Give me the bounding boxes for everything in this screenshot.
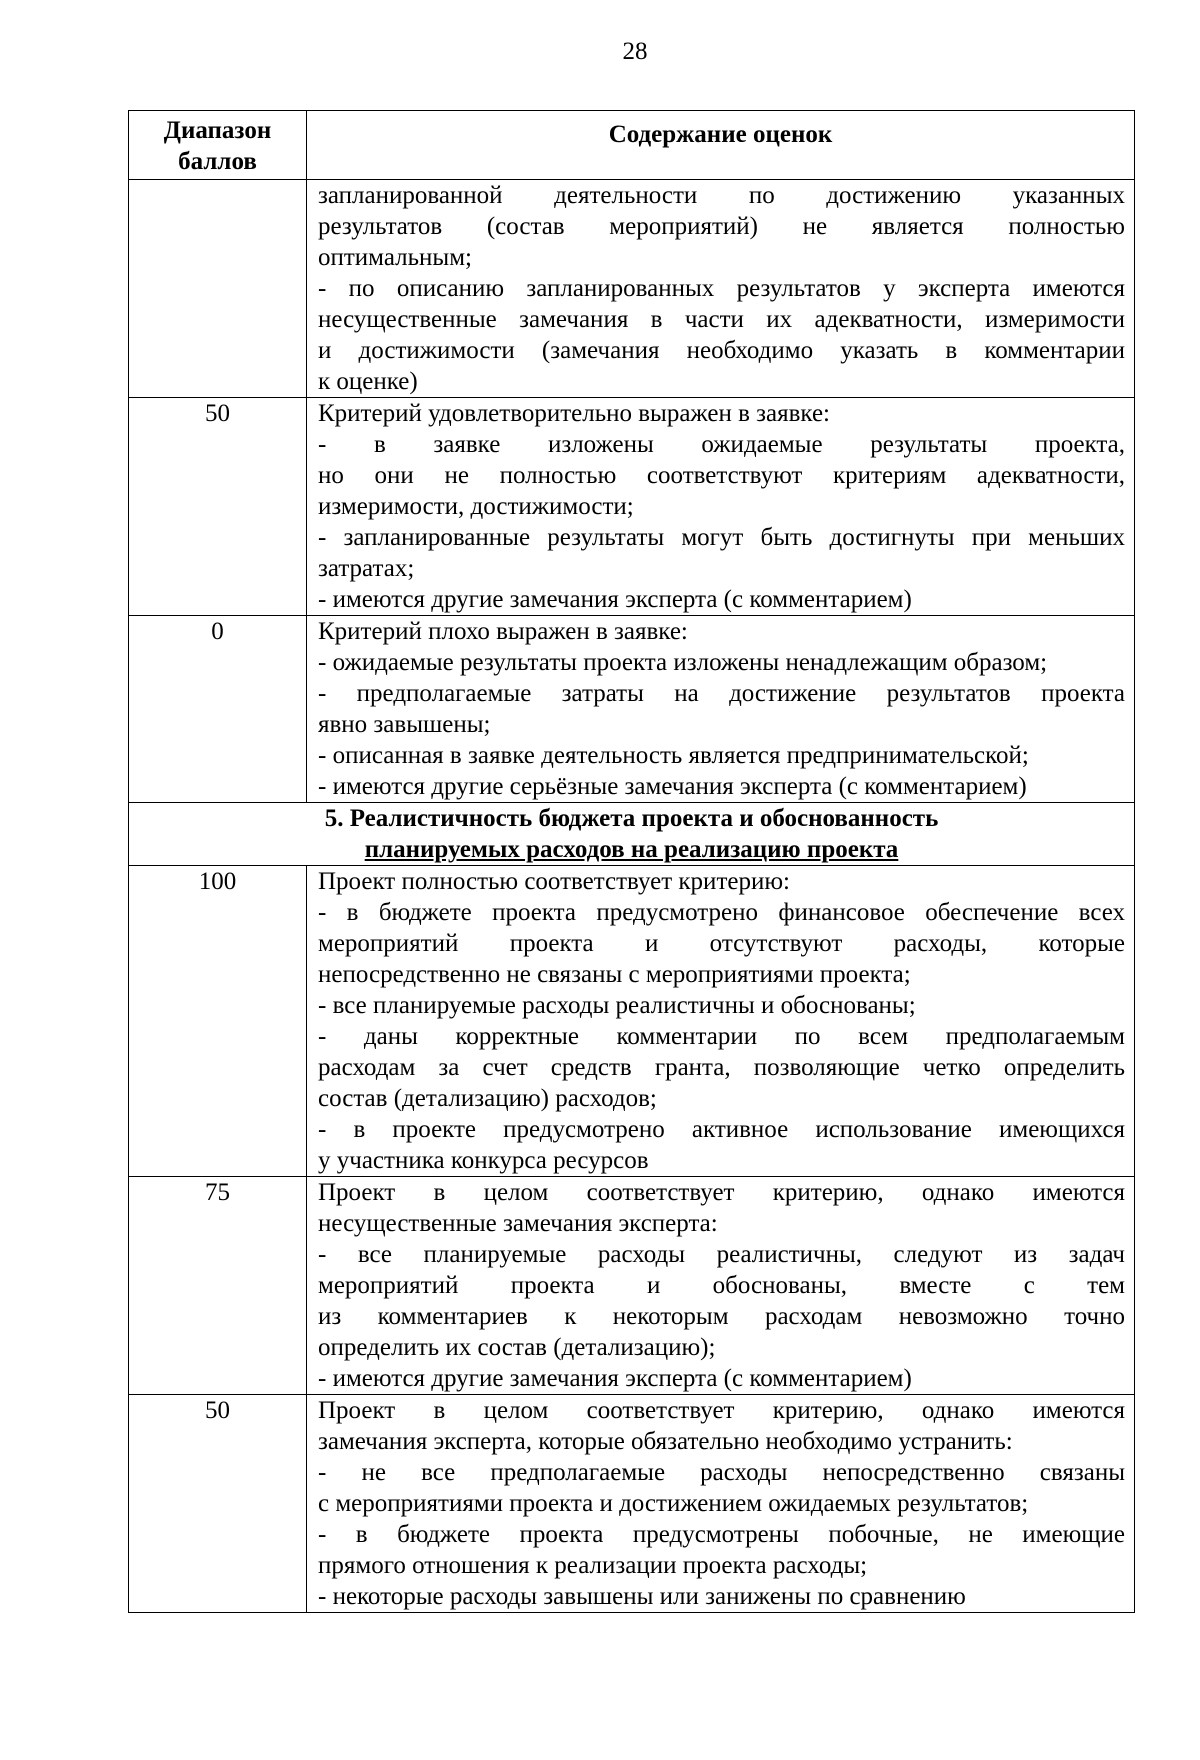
- content-line: - все планируемые расходы реалистичны и обоснованы;: [318, 992, 916, 1019]
- content-cell: [307, 1177, 1135, 1395]
- score-cell: 75: [129, 1177, 307, 1395]
- content-line: несущественные замечания эксперта:: [318, 1210, 718, 1237]
- content-line: замечания эксперта, которые обязательно необходимо устранить:: [318, 1428, 1013, 1455]
- content-line: - в проекте предусмотрено активное использование имеющихся: [318, 1116, 1125, 1143]
- content-line: - даны корректные комментарии по всем предполагаемым: [318, 1023, 1125, 1050]
- content-line: измеримости, достижимости;: [318, 493, 634, 520]
- content-line: состав (детализацию) расходов;: [318, 1085, 657, 1112]
- content-line: - в заявке изложены ожидаемые результаты проекта,: [318, 431, 1125, 458]
- content-line: оптимальным;: [318, 244, 472, 271]
- content-line: и достижимости (замечания необходимо указать в комментарии: [318, 337, 1125, 364]
- content-line: результатов (состав мероприятий) не является полностью: [318, 213, 1125, 240]
- content-line: Проект полностью соответствует критерию:: [318, 868, 790, 895]
- score-cell: 50: [129, 1395, 307, 1613]
- content-line: - некоторые расходы завышены или занижены по сравнению: [318, 1583, 966, 1610]
- table-row: [129, 866, 1135, 1177]
- content-line: запланированной деятельности по достижению указанных: [318, 182, 1125, 209]
- content-line: - имеются другие серьёзные замечания эксперта (с комментарием): [318, 773, 1027, 800]
- score-cell: 50: [129, 398, 307, 616]
- content-line: несущественные замечания в части их адекватности, измеримости: [318, 306, 1125, 333]
- content-line: Критерий плохо выражен в заявке:: [318, 618, 688, 645]
- content-line: - имеются другие замечания эксперта (с комментарием): [318, 586, 912, 613]
- content-line: мероприятий проекта и отсутствуют расходы, которые: [318, 930, 1125, 957]
- table-row: [129, 180, 1135, 398]
- table-header-row: [129, 111, 1135, 180]
- content-line: мероприятий проекта и обоснованы, вместе с тем: [318, 1272, 1125, 1299]
- section-row: [129, 803, 1135, 866]
- content-line: - все планируемые расходы реалистичны, следуют из задач: [318, 1241, 1125, 1268]
- section-title-line1: 5. Реалистичность бюджета проекта и обоснованность: [324, 805, 939, 832]
- content-line: - не все предполагаемые расходы непосредственно связаны: [318, 1459, 1125, 1486]
- content-line: - имеются другие замечания эксперта (с комментарием): [318, 1365, 912, 1392]
- content-line: с мероприятиями проекта и достижением ожидаемых результатов;: [318, 1490, 1029, 1517]
- section-title: [129, 803, 1135, 866]
- content-line: Проект в целом соответствует критерию, однако имеются: [318, 1397, 1125, 1424]
- page-number: 28: [622, 38, 648, 65]
- content-line: но они не полностью соответствуют критериям адекватности,: [318, 462, 1125, 489]
- content-cell: [307, 866, 1135, 1177]
- content-line: Критерий удовлетворительно выражен в заявке:: [318, 400, 830, 427]
- content-cell: [307, 398, 1135, 616]
- content-line: - ожидаемые результаты проекта изложены ненадлежащим образом;: [318, 649, 1048, 676]
- content-line: - по описанию запланированных результатов у эксперта имеются: [318, 275, 1125, 302]
- table-row: [129, 1177, 1135, 1395]
- content-cell: [307, 180, 1135, 398]
- content-line: из комментариев к некоторым расходам невозможно точно: [318, 1303, 1125, 1330]
- content-line: - предполагаемые затраты на достижение результатов проекта: [318, 680, 1125, 707]
- content-line: явно завышены;: [318, 711, 491, 738]
- section-title-line2: планируемых расходов на реализацию проекта: [364, 836, 899, 863]
- header-range: Диапазон баллов: [129, 111, 307, 180]
- score-cell: 100: [129, 866, 307, 1177]
- table-row: [129, 616, 1135, 803]
- content-line: у участника конкурса ресурсов: [318, 1147, 649, 1174]
- content-line: - в бюджете проекта предусмотрены побочные, не имеющие: [318, 1521, 1125, 1548]
- content-line: прямого отношения к реализации проекта расходы;: [318, 1552, 868, 1579]
- table-row: [129, 1395, 1135, 1613]
- content-line: затратах;: [318, 555, 415, 582]
- content-line: - в бюджете проекта предусмотрено финансовое обеспечение всех: [318, 899, 1125, 926]
- scoring-table: [128, 110, 1135, 1613]
- content-line: определить их состав (детализацию);: [318, 1334, 716, 1361]
- content-line: Проект в целом соответствует критерию, однако имеются: [318, 1179, 1125, 1206]
- content-cell: [307, 1395, 1135, 1613]
- content-line: к оценке): [318, 368, 418, 395]
- header-content: Содержание оценок: [307, 111, 1135, 180]
- content-cell: [307, 616, 1135, 803]
- content-line: непосредственно не связаны с мероприятиями проекта;: [318, 961, 911, 988]
- score-cell: 0: [129, 616, 307, 803]
- content-line: расходам за счет средств гранта, позволяющие четко определить: [318, 1054, 1125, 1081]
- content-line: - запланированные результаты могут быть достигнуты при меньших: [318, 524, 1125, 551]
- table-row: [129, 398, 1135, 616]
- content-line: - описанная в заявке деятельность является предпринимательской;: [318, 742, 1029, 769]
- score-cell: [129, 180, 307, 398]
